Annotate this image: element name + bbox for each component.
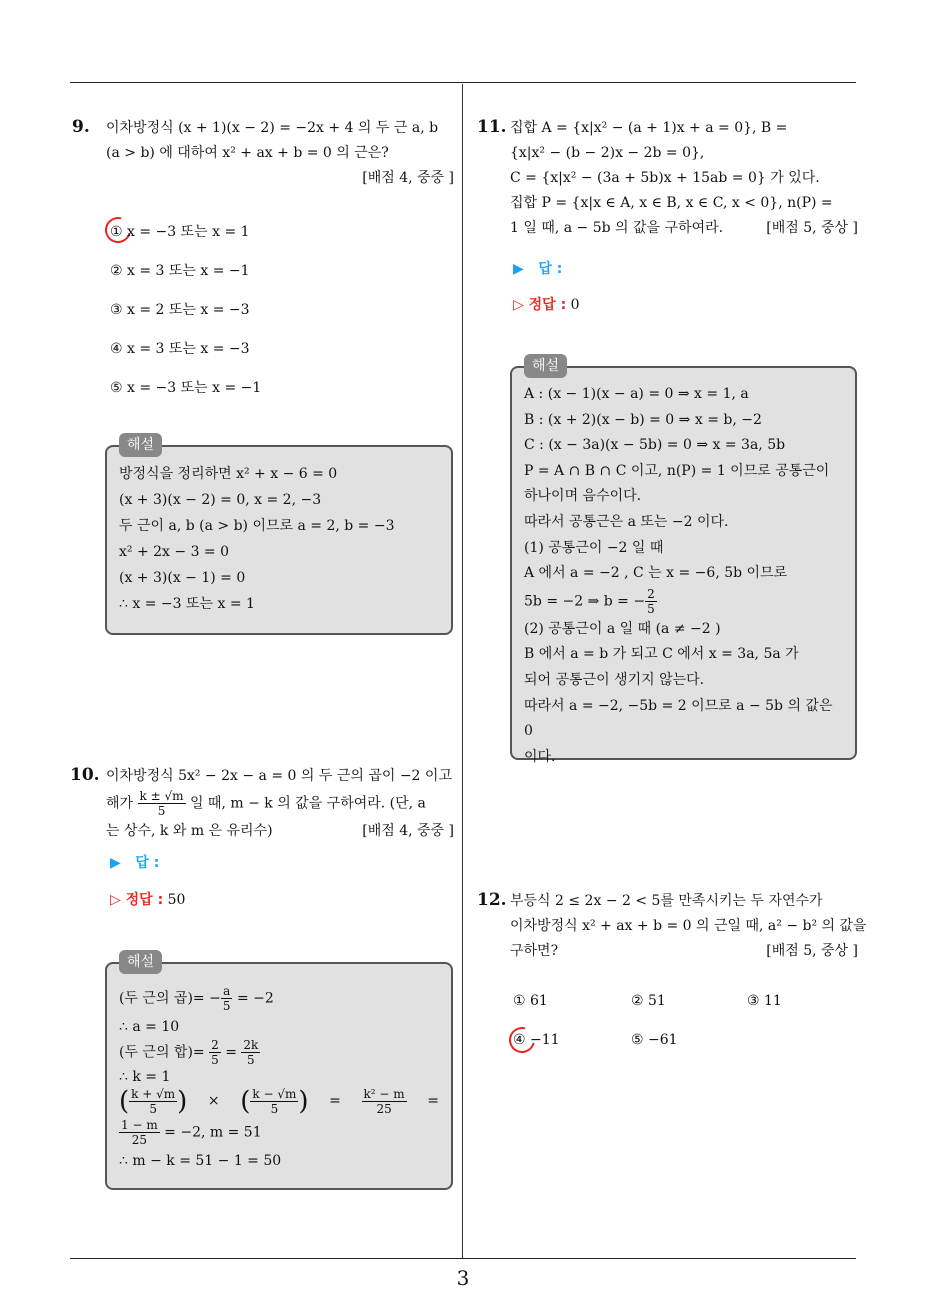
equals: =: [225, 1044, 237, 1061]
frac-den: 5: [222, 999, 231, 1013]
q9-stem: [106, 116, 454, 191]
q9-solution-line: (x + 3)(x − 1) = 0: [119, 570, 246, 586]
equals: =: [427, 1093, 439, 1109]
frac-num: a: [221, 984, 233, 999]
q12-stem: [510, 889, 867, 964]
q11-correct-value: 0: [570, 297, 580, 313]
frac: [241, 1038, 260, 1067]
q12-line2: 이차방정식 x² + ax + b = 0 의 근일 때, a² − b² 의 값을: [510, 918, 867, 934]
play-icon: ▶: [110, 855, 136, 871]
frac-den: 5: [149, 1101, 157, 1116]
q11-correct-row: [513, 294, 580, 314]
frac-num: k ± √m: [139, 789, 184, 803]
frac: [250, 1087, 298, 1116]
equals: =: [329, 1093, 341, 1109]
frac: [221, 984, 233, 1013]
q11-line4: 집합 P = {x|x ∈ A, x ∈ B, x ∈ C, x < 0}, n(P) =: [510, 195, 833, 211]
q11-solution-line: 따라서 a = −2, −5b = 2 이므로 a − 5b 의 값은 0: [524, 697, 833, 740]
q11-solution-line: B : (x + 2)(x − b) = 0 ⇒ x = b, −2: [524, 411, 762, 428]
q11-line1: 집합 A = {x|x² − (a + 1)x + a = 0}, B =: [510, 120, 788, 136]
q11-solution-line: 되어 공통근이 생기지 않는다.: [524, 671, 705, 688]
q9-number: 9.: [72, 117, 90, 137]
q11-solution-line: C : (x − 3a)(x − 5b) = 0 ⇒ x = 3a, 5b: [524, 437, 786, 454]
q10-answer-row: [110, 852, 159, 872]
q9-solution-line: 두 근이 a, b (a > b) 이므로 a = 2, b = −3: [119, 518, 395, 534]
outline-play-icon: ▷: [110, 892, 126, 908]
q10-number: 10.: [70, 765, 100, 785]
q9-choice-2[interactable]: ② x = 3 또는 x = −1: [110, 263, 250, 279]
frac-den: 25: [376, 1101, 392, 1116]
q10-sol-line6: [119, 1118, 439, 1150]
left-paren: (: [119, 1086, 130, 1116]
q11-solution-line: B 에서 a = b 가 되고 C 에서 x = 3a, 5a 가: [524, 646, 799, 663]
q11-solution-line: A : (x − 1)(x − a) = 0 ⇒ x = 1, a: [524, 386, 749, 402]
q12-number: 12.: [477, 890, 507, 910]
frac: [119, 1118, 160, 1147]
q9-solution-line: ∴ x = −3 또는 x = 1: [119, 596, 255, 612]
q9-solution-line: (x + 3)(x − 2) = 0, x = 2, −3: [119, 492, 322, 508]
q10-sol-line2: ∴ a = 10: [119, 1019, 180, 1035]
q10-sol3-a: (두 근의 합)=: [119, 1044, 205, 1061]
outline-play-icon: ▷: [513, 297, 529, 313]
q9-line1: 이차방정식 (x + 1)(x − 2) = −2x + 4 의 두 근 a, b: [106, 120, 439, 136]
q10-line2-b: 일 때, m − k 의 값을 구하여라. (단, a: [189, 795, 426, 812]
frac-num: 2k: [243, 1038, 259, 1052]
q9-choice-3[interactable]: ③ x = 2 또는 x = −3: [110, 302, 250, 318]
q12-line1: 부등식 2 ≤ 2x − 2 < 5를 만족시키는 두 자연수가: [510, 893, 823, 909]
q9-solution-line: x² + 2x − 3 = 0: [119, 544, 230, 560]
q11-sol-frac-a: 5b = −2 ⇒ b = −: [524, 593, 646, 610]
q11-number: 11.: [477, 117, 507, 137]
q11-solution-line: (2) 공통근이 a 일 때 (a ≠ −2 ): [524, 620, 721, 637]
q10-sol-line4: ∴ k = 1: [119, 1069, 171, 1085]
q11-solution-tag: 해설: [524, 354, 567, 378]
q10-solution-tag: 해설: [119, 950, 162, 974]
q10-answer-label: 답 :: [135, 855, 160, 871]
q10-line1: 이차방정식 5x² − 2x − a = 0 의 두 근의 곱이 −2 이고: [106, 768, 452, 784]
frac-num: k² − m: [363, 1086, 405, 1101]
q10-sol1-a: (두 근의 곱)= −: [119, 990, 221, 1007]
q11-line5: [510, 216, 858, 241]
q11-points: [배점 5, 중상 ]: [766, 220, 858, 236]
q11-solution-line: A 에서 a = −2 , C 는 x = −6, 5b 이므로: [524, 565, 788, 582]
q10-correct-value: 50: [167, 892, 186, 908]
q11-solution-line: (1) 공통근이 −2 일 때: [524, 539, 664, 556]
q11-solution-line: P = A ∩ B ∩ C 이고, n(P) = 1 이므로 공통근이: [524, 462, 830, 479]
q9-solution-tag: 해설: [119, 433, 162, 457]
bottom-rule: [70, 1258, 856, 1259]
q10-line3-text: 는 상수, k 와 m 은 유리수): [106, 823, 273, 839]
q10-solution-fraction: [138, 789, 186, 818]
paren-group: [240, 1087, 308, 1116]
q12-choice-5[interactable]: ⑤ −61: [631, 1032, 678, 1048]
frac-den: 5: [247, 1053, 255, 1067]
frac-num: 2: [211, 1038, 219, 1052]
q11-correct-label: 정답 :: [528, 297, 567, 313]
frac-num: k + √m: [131, 1086, 176, 1101]
q11-solution-line: 따라서 공통근은 a 또는 −2 이다.: [524, 513, 729, 530]
q10-sol-line5: [119, 1084, 439, 1118]
q12-choice-4[interactable]: ④ −11: [513, 1032, 560, 1048]
q9-points: [배점 4, 중중 ]: [362, 170, 454, 186]
q10-solution-box: [105, 954, 453, 1190]
q10-sol-line1: [119, 984, 439, 1016]
q9-choice-5[interactable]: ⑤ x = −3 또는 x = −1: [110, 380, 262, 396]
q9-choice-1[interactable]: ① x = −3 또는 x = 1: [110, 224, 250, 240]
frac-num: 2: [647, 586, 655, 601]
frac-den: 5: [157, 804, 166, 818]
q11-answer-row: [513, 258, 562, 278]
play-icon: ▶: [513, 261, 539, 277]
frac-den: 5: [270, 1101, 279, 1116]
q10-sol6-b: = −2, m = 51: [164, 1124, 262, 1141]
q10-sol1-b: = −2: [236, 990, 274, 1007]
q10-sol-line7: ∴ m − k = 51 − 1 = 50: [119, 1153, 282, 1169]
right-paren: ): [177, 1086, 188, 1116]
right-paren: ): [298, 1086, 309, 1116]
q11-solution-line: 이다.: [524, 748, 556, 765]
frac: [209, 1038, 221, 1067]
q12-line3: [510, 939, 858, 964]
q9-choice-4[interactable]: ④ x = 3 또는 x = −3: [110, 341, 250, 357]
page-number: 3: [456, 1266, 470, 1290]
q11-line3: C = {x|x² − (3a + 5b)x + 15ab = 0} 가 있다.: [510, 170, 820, 186]
frac: [362, 1087, 407, 1116]
q12-choice-3[interactable]: ③ 11: [747, 993, 782, 1009]
q12-choice-1[interactable]: ① 61: [513, 993, 548, 1009]
q10-stem: [106, 764, 454, 844]
top-rule: [70, 82, 856, 83]
frac-den: 25: [131, 1133, 147, 1147]
q9-solution-box: [105, 437, 453, 635]
q9-line2: (a > b) 에 대하여 x² + ax + b = 0 의 근은?: [106, 145, 389, 161]
q10-correct-label: 정답 :: [125, 892, 164, 908]
q10-line3: [106, 819, 454, 844]
frac-num: 1 − m: [121, 1118, 158, 1132]
q11-answer-label: 답 :: [538, 261, 563, 277]
q10-line2-a: 해가: [106, 795, 134, 812]
q11-solution-line: 하나이며 음수이다.: [524, 488, 642, 505]
q10-points: [배점 4, 중중 ]: [362, 823, 454, 839]
q10-sol-line3: [119, 1038, 439, 1070]
frac-den: 5: [647, 601, 655, 616]
q12-choice-2[interactable]: ② 51: [631, 993, 666, 1009]
q12-points: [배점 5, 중상 ]: [766, 943, 858, 959]
q11-solution-frac-line: [524, 587, 843, 617]
column-divider: [462, 84, 463, 1258]
frac: [129, 1087, 177, 1116]
frac: [645, 587, 657, 616]
q11-stem: [510, 116, 858, 241]
left-paren: (: [240, 1086, 251, 1116]
times: ×: [207, 1093, 220, 1109]
q11-line2: {x|x² − (b − 2)x − 2b = 0},: [510, 145, 705, 161]
q11-solution-box: [510, 358, 857, 765]
frac-num: k − √m: [252, 1086, 297, 1101]
paren-group: [119, 1087, 187, 1116]
q12-line3-text: 구하면?: [510, 943, 559, 959]
q10-correct-row: [110, 889, 185, 909]
frac-den: 5: [211, 1053, 219, 1067]
q10-line2: [106, 789, 454, 819]
q11-line5-text: 1 일 때, a − 5b 의 값을 구하여라.: [510, 220, 724, 236]
q9-solution-line: 방정식을 정리하면 x² + x − 6 = 0: [119, 466, 338, 482]
